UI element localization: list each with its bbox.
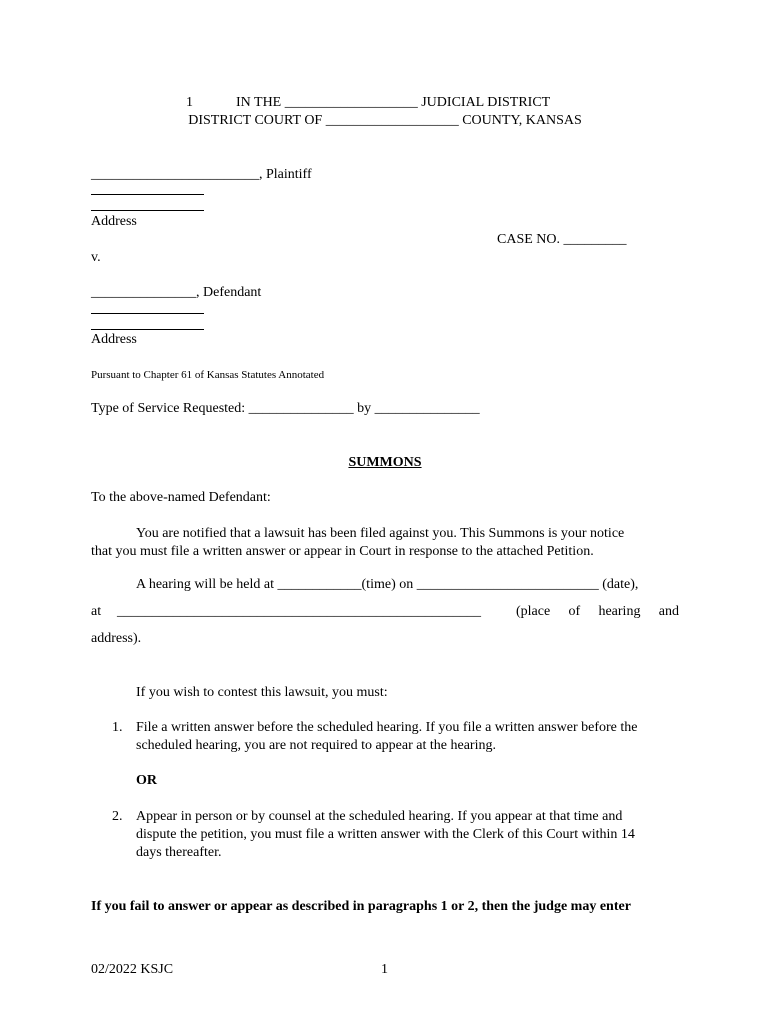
header-line-number: 1 bbox=[186, 95, 193, 110]
case-number: CASE NO. _________ bbox=[497, 232, 627, 247]
plaintiff-address-line-2 bbox=[91, 210, 204, 211]
service-type-line: Type of Service Requested: _______________ by _______________ bbox=[91, 401, 480, 416]
hearing-place-blank: ____________________________________________________ bbox=[117, 604, 481, 619]
defendant-name-line: _______________, Defendant bbox=[91, 285, 262, 300]
versus: v. bbox=[91, 250, 101, 265]
defendant-address-line-1 bbox=[91, 313, 204, 314]
hearing-at: at bbox=[91, 604, 102, 619]
hearing-word: and bbox=[658, 604, 679, 619]
or-separator: OR bbox=[136, 773, 157, 788]
plaintiff-address-label: Address bbox=[91, 214, 137, 229]
failure-warning: If you fail to answer or appear as described in paragraphs 1 or 2, then the judge may enter bbox=[91, 899, 631, 914]
hearing-word: of bbox=[568, 604, 581, 619]
hearing-line-3: address). bbox=[91, 631, 142, 646]
plaintiff-address-line-1 bbox=[91, 194, 204, 195]
footer-page-number: 1 bbox=[381, 962, 388, 977]
plaintiff-name-line: ________________________, Plaintiff bbox=[91, 167, 312, 182]
salutation: To the above-named Defendant: bbox=[91, 490, 271, 505]
hearing-word: (place bbox=[516, 604, 551, 619]
hearing-line-1: A hearing will be held at ____________(time) on __________________________ (date), bbox=[136, 577, 639, 592]
list-item-1-line-2: scheduled hearing, you are not required to appear at the hearing. bbox=[136, 738, 496, 753]
defendant-address-line-2 bbox=[91, 329, 204, 330]
list-item-2-line-1: Appear in person or by counsel at the scheduled hearing. If you appear at that time and bbox=[136, 809, 623, 824]
list-item-number: 2. bbox=[112, 809, 123, 824]
contest-intro: If you wish to contest this lawsuit, you must: bbox=[136, 685, 388, 700]
judicial-district-heading: IN THE ___________________ JUDICIAL DISTRICT bbox=[236, 95, 551, 110]
pursuant-statute-note: Pursuant to Chapter 61 of Kansas Statutes Annotated bbox=[91, 369, 325, 381]
summons-title: SUMMONS bbox=[348, 455, 422, 470]
list-item-1-line-1: File a written answer before the scheduled hearing. If you file a written answer before the bbox=[136, 720, 638, 735]
district-court-heading: DISTRICT COURT OF ___________________ COUNTY, KANSAS bbox=[188, 113, 582, 128]
notice-line-2: that you must file a written answer or appear in Court in response to the attached Petition. bbox=[91, 544, 594, 559]
list-item-2-line-2: dispute the petition, you must file a written answer with the Clerk of this Court within 14 bbox=[136, 827, 635, 842]
defendant-address-label: Address bbox=[91, 332, 137, 347]
list-item-2-line-3: days thereafter. bbox=[136, 845, 222, 860]
hearing-word: hearing bbox=[598, 604, 641, 619]
notice-line-1: You are notified that a lawsuit has been filed against you. This Summons is your notice bbox=[136, 526, 625, 541]
hearing-place-words bbox=[516, 603, 679, 621]
list-item-number: 1. bbox=[112, 720, 123, 735]
footer-form-code: 02/2022 KSJC bbox=[91, 962, 174, 977]
